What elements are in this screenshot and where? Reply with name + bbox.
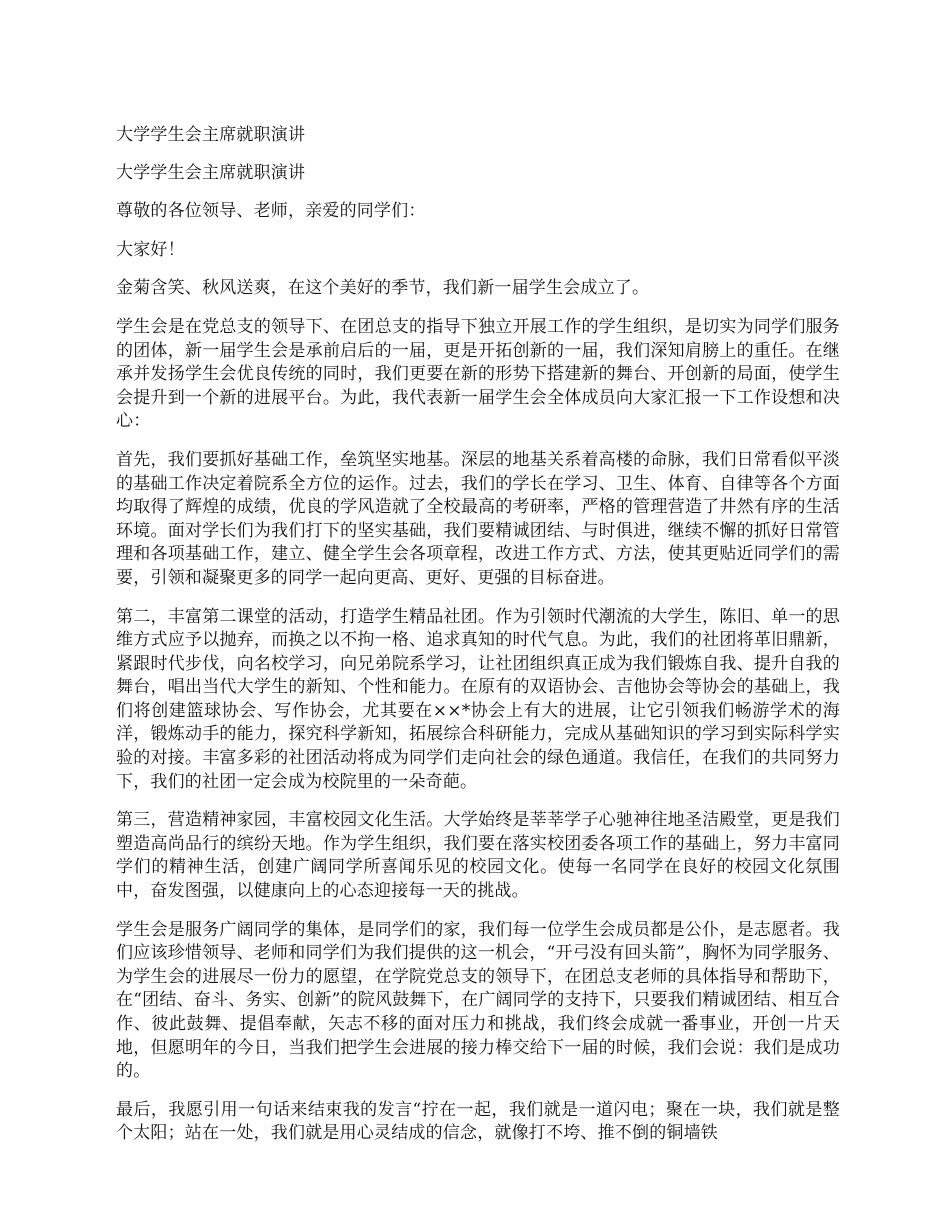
document-title: 大学学生会主席就职演讲: [116, 125, 306, 145]
paragraph-second-point: 第二，丰富第二课堂的活动，打造学生精品社团。作为引领时代潮流的大学生，陈旧、单一的思维方式应予以抛弃，而换之以不拘一格、追求真知的时代气息。为此，我们的社团将革旧鼎新，紧跟时代步伐，向名校学习，向兄弟院系学习，让社团组织真正成为我们锻炼自我、提升自我的舞台，唱出当代大学生的新知、个性和能力。在原有的双语协会、吉他协会等协会的基础上，我们将创建篮球协会、写作协会，尤其要在××*协会上有大的进展，让它引领我们畅游学术的海洋，锻炼动手的能力，探究科学新知，拓展综合科研能力，完成从基础知识的学习到实际科学实验的对接。丰富多彩的社团活动将成为同学们走向社会的绿色通道。我信任，在我们的共同努力下，我们的社团一定会成为校院里的一朵奇葩。: [116, 606, 840, 792]
paragraph-service: 学生会是服务广阔同学的集体，是同学们的家，我们每一位学生会成员都是公仆，是志愿者。我们应该珍惜领导、老师和同学们为我们提供的这一机会，“开弓没有回头箭”，胸怀为同学服务、为学生会的进展尽一份力的愿望，在学院党总支的领导下，在团总支老师的具体指导和帮助下，在“团结、奋斗、务实、创新”的院风鼓舞下，在广阔同学的支持下，只要我们精诚团结、相互合作、彼此鼓舞、提倡奉献，矢志不移的面对压力和挑战，我们终会成就一番事业，开创一片天地，但愿明年的今日，当我们把学生会进展的接力棒交给下一届的时候，我们会说：我们是成功的。: [116, 919, 840, 1082]
paragraph-opening: 金菊含笑、秋风送爽，在这个美好的季节，我们新一届学生会成立了。: [116, 278, 650, 299]
salutation: 尊敬的各位领导、老师，亲爱的同学们：: [116, 201, 426, 222]
document-subtitle: 大学学生会主席就职演讲: [116, 162, 306, 183]
paragraph-first-point: 首先，我们要抓好基础工作，垒筑坚实地基。深层的地基关系着高楼的命脉，我们日常看似平淡的基础工作决定着院系全方位的运作。过去，我们的学长在学习、卫生、体育、自律等各个方面均取得了辉煌的成绩，优良的学风造就了全校最高的考研率，严格的管理营造了井然有序的生活环境。面对学长们为我们打下的坚实基础，我们要精诚团结、与时俱进，继续不懈的抓好日常管理和各项基础工作，建立、健全学生会各项章程，改进工作方式、方法，使其更贴近同学们的需要，引领和凝聚更多的同学一起向更高、更好、更强的目标奋进。: [116, 449, 840, 588]
document-body: [116, 124, 840, 1161]
paragraph-closing: 最后，我愿引用一句话来结束我的发言“拧在一起，我们就是一道闪电；聚在一块，我们就是整个太阳；站在一处，我们就是用心灵结成的信念，就像打不垮、推不倒的铜墙铁: [116, 1099, 840, 1144]
paragraph-third-point: 第三，营造精神家园，丰富校园文化生活。大学始终是莘莘学子心驰神往地圣洁殿堂，更是我们塑造高尚品行的缤纷天地。作为学生组织，我们要在落实校团委各项工作的基础上，努力丰富同学们的精神生活，创建广阔同学所喜闻乐见的校园文化。使每一名同学在良好的校园文化氛围中，奋发图强，以健康向上的心态迎接每一天的挑战。: [116, 810, 840, 902]
paragraph-introduction: 学生会是在党总支的领导下、在团总支的指导下独立开展工作的学生组织，是切实为同学们服务的团体，新一届学生会是承前启后的一届，更是开拓创新的一届，我们深知肩膀上的重任。在继承并发扬学生会优良传统的同时，我们更要在新的形势下搭建新的舞台、开创新的局面，使学生会提升到一个新的进展平台。为此，我代表新一届学生会全体成员向大家汇报一下工作设想和决心：: [116, 316, 840, 432]
greeting: 大家好！: [116, 239, 185, 260]
